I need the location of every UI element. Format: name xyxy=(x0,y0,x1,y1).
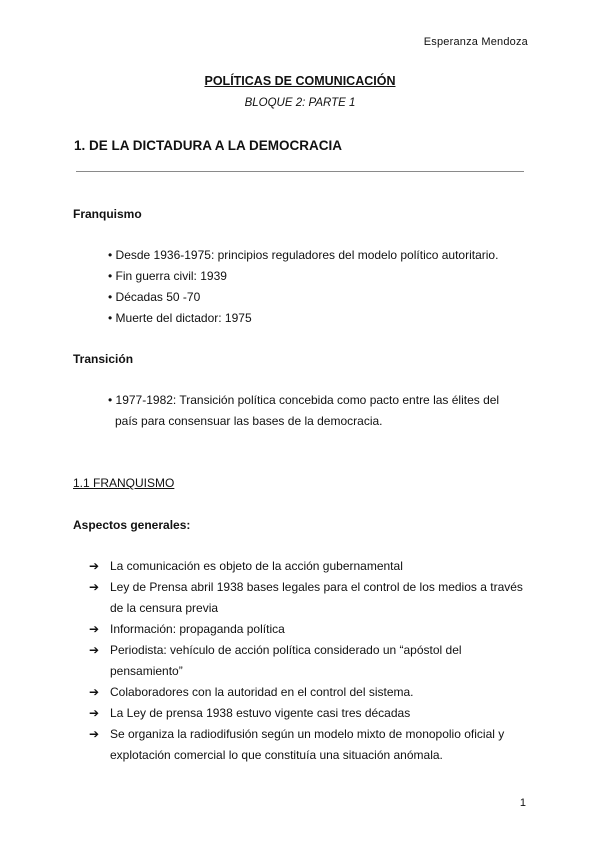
arrow-icon: ➔ xyxy=(89,580,100,594)
transicion-bullet-line: • 1977-1982: Transición política concebida como pacto entre las élites del xyxy=(108,393,500,407)
list-item-line: pensamiento” xyxy=(110,664,183,678)
author-name: Esperanza Mendoza xyxy=(423,36,528,48)
list-item-line: Periodista: vehículo de acción política considerado un “apóstol del xyxy=(110,643,462,657)
aspectos-list xyxy=(89,556,539,766)
list-item-line: Información: propaganda política xyxy=(110,622,285,636)
document-subtitle: BLOQUE 2: PARTE 1 xyxy=(244,97,356,109)
page-number: 1 xyxy=(519,797,526,809)
list-item-line: La Ley de prensa 1938 estuvo vigente casi tres décadas xyxy=(110,706,411,720)
list-item-line: Colaboradores con la autoridad en el control del sistema. xyxy=(110,685,414,699)
transicion-bullet-line: país para consensuar las bases de la democracia. xyxy=(115,414,383,428)
list-item xyxy=(89,703,539,724)
transicion-bullet xyxy=(108,390,499,432)
list-item-line: Se organiza la radiodifusión según un modelo mixto de monopolio oficial y xyxy=(110,727,505,741)
list-item xyxy=(89,640,539,682)
franquismo-bullet-list xyxy=(108,245,498,329)
list-item xyxy=(89,682,539,703)
list-item-line: explotación comercial lo que constituía una situación anómala. xyxy=(110,748,443,762)
arrow-icon: ➔ xyxy=(89,559,100,573)
arrow-icon: ➔ xyxy=(89,706,100,720)
list-item: • Muerte del dictador: 1975 xyxy=(108,311,252,325)
arrow-icon: ➔ xyxy=(89,643,100,657)
aspectos-heading: Aspectos generales: xyxy=(73,518,191,532)
transicion-heading: Transición xyxy=(73,352,134,366)
section-heading: 1. DE LA DICTADURA A LA DEMOCRACIA xyxy=(74,138,342,153)
horizontal-rule xyxy=(76,171,524,172)
list-item-line: La comunicación es objeto de la acción gubernamental xyxy=(110,559,403,573)
arrow-icon: ➔ xyxy=(89,727,100,741)
franquismo-heading: Franquismo xyxy=(73,207,142,221)
list-item: • Fin guerra civil: 1939 xyxy=(108,269,227,283)
list-item: • Desde 1936-1975: principios reguladores del modelo político autoritario. xyxy=(108,248,499,262)
list-item xyxy=(89,724,539,766)
list-item-line: Ley de Prensa abril 1938 bases legales para el control de los medios a través xyxy=(110,580,523,594)
document-title: POLÍTICAS DE COMUNICACIÓN xyxy=(204,74,396,88)
list-item: • Décadas 50 -70 xyxy=(108,290,201,304)
list-item xyxy=(89,619,539,640)
list-item-line: de la censura previa xyxy=(110,601,219,615)
arrow-icon: ➔ xyxy=(89,622,100,636)
list-item xyxy=(89,577,539,619)
arrow-icon: ➔ xyxy=(89,685,100,699)
list-item xyxy=(89,556,539,577)
subsection-heading: 1.1 FRANQUISMO xyxy=(73,476,175,490)
